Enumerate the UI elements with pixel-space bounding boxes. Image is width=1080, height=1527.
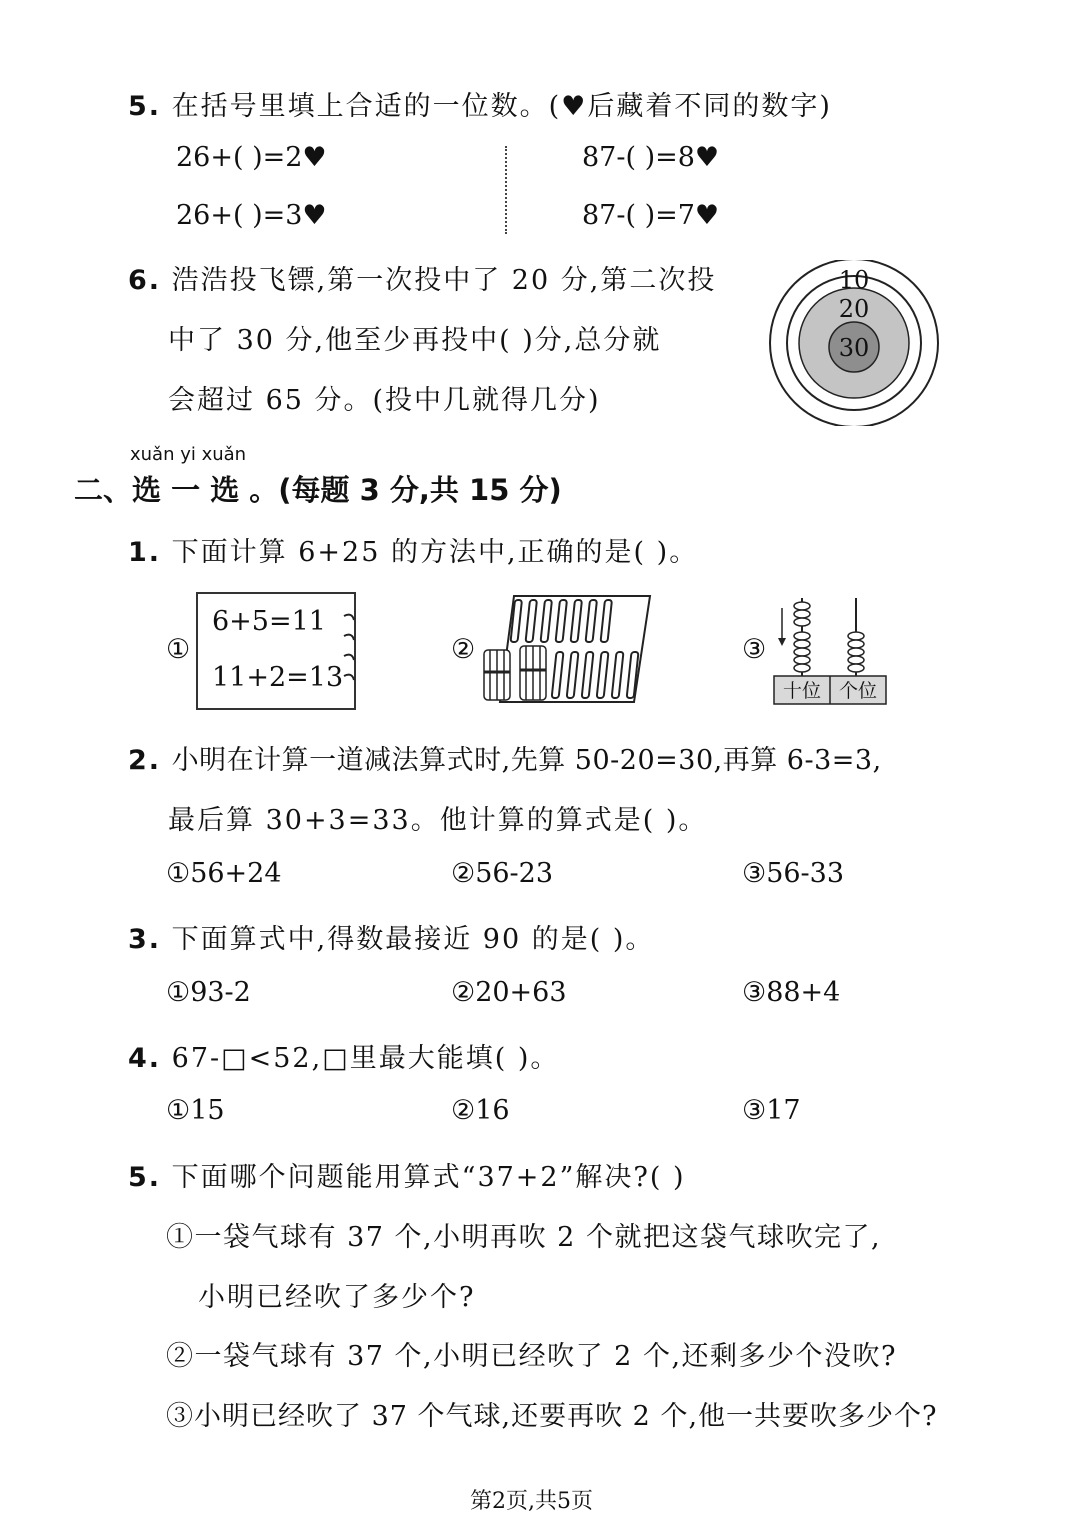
q6-line-2: 中了 30 分,他至少再投中( )分,总分就 xyxy=(168,325,662,356)
notebook-line-1: 6+5=11 xyxy=(212,606,326,637)
page-footer: 第2页,共5页 xyxy=(470,1489,593,1514)
ring-label-20: 20 xyxy=(838,295,870,323)
q3-option-3: ③88+4 xyxy=(742,977,841,1008)
q1-option-2-label: ② xyxy=(451,634,476,665)
question-number: 1. xyxy=(128,537,162,568)
question-text: 67-□<52,□里最大能填( )。 xyxy=(171,1043,560,1074)
question-text: 在括号里填上合适的一位数。(♥后藏着不同的数字) xyxy=(171,91,832,122)
question-text: 浩浩投飞镖,第一次投中了 20 分,第二次投 xyxy=(171,265,717,296)
q6-line-3: 会超过 65 分。(投中几就得几分) xyxy=(168,385,601,416)
question-text: 下面哪个问题能用算式“37+2”解决?( ) xyxy=(171,1162,686,1193)
choice-q3-prompt xyxy=(128,917,654,956)
question-text: 小明在计算一道减法算式时,先算 50-20=30,再算 6-3=3, xyxy=(171,745,882,776)
q5-option-1-line-2: 小明已经吹了多少个? xyxy=(198,1282,476,1313)
q2-option-2: ②56-23 xyxy=(451,858,554,889)
q6-line-1 xyxy=(128,258,716,297)
q1-option-1-label: ① xyxy=(166,634,191,665)
section-heading: 二、选 一 选 。(每题 3 分,共 15 分) xyxy=(74,473,562,507)
q5-eq-1-right: 87-( )=8♥ xyxy=(582,142,720,173)
abacus-label-ones: 个位 xyxy=(838,680,878,702)
ring-label-10: 10 xyxy=(838,266,870,294)
q3-option-2: ②20+63 xyxy=(451,977,567,1008)
q5-prompt xyxy=(128,84,832,123)
question-number: 5. xyxy=(128,1162,162,1193)
q5-eq-2-right: 87-( )=7♥ xyxy=(582,200,720,231)
abacus-icon xyxy=(770,594,890,706)
choice-q2-line-1 xyxy=(128,738,882,777)
dotted-divider xyxy=(505,146,507,234)
q5-option-1-line-1: ①一袋气球有 37 个,小明再吹 2 个就把这袋气球吹完了, xyxy=(166,1222,882,1253)
ring-label-30: 30 xyxy=(838,334,870,362)
section-pinyin: xuǎn yi xuǎn xyxy=(130,444,247,465)
q4-option-2: ②16 xyxy=(451,1095,510,1126)
q2-option-3: ③56-33 xyxy=(742,858,845,889)
choice-q4-prompt xyxy=(128,1036,559,1075)
question-number: 6. xyxy=(128,265,162,296)
q4-option-3: ③17 xyxy=(742,1095,801,1126)
question-number: 4. xyxy=(128,1043,162,1074)
q2-option-1: ①56+24 xyxy=(166,858,282,889)
q4-option-1: ①15 xyxy=(166,1095,225,1126)
notebook-spiral-icon xyxy=(340,610,362,690)
choice-q5-prompt xyxy=(128,1155,686,1194)
dart-target xyxy=(766,260,942,426)
q5-option-3: ③小明已经吹了 37 个气球,还要再吹 2 个,他一共要吹多少个? xyxy=(166,1401,938,1432)
question-number: 3. xyxy=(128,924,162,955)
q3-option-1: ①93-2 xyxy=(166,977,251,1008)
question-text: 下面计算 6+25 的方法中,正确的是( )。 xyxy=(171,537,699,568)
choice-q1-prompt xyxy=(128,530,698,569)
q1-option-3-label: ③ xyxy=(742,634,767,665)
q5-eq-1-left: 26+( )=2♥ xyxy=(176,142,327,173)
abacus-label-tens: 十位 xyxy=(782,680,822,702)
counting-sticks-icon xyxy=(478,590,654,708)
question-number: 2. xyxy=(128,745,162,776)
q5-option-2: ②一袋气球有 37 个,小明已经吹了 2 个,还剩多少个没吹? xyxy=(166,1341,898,1372)
question-text: 下面算式中,得数最接近 90 的是( )。 xyxy=(171,924,655,955)
choice-q2-line-2: 最后算 30+3=33。他计算的算式是( )。 xyxy=(168,805,708,836)
question-number: 5. xyxy=(128,91,162,122)
q5-eq-2-left: 26+( )=3♥ xyxy=(176,200,327,231)
notebook-line-2: 11+2=13 xyxy=(212,662,344,693)
